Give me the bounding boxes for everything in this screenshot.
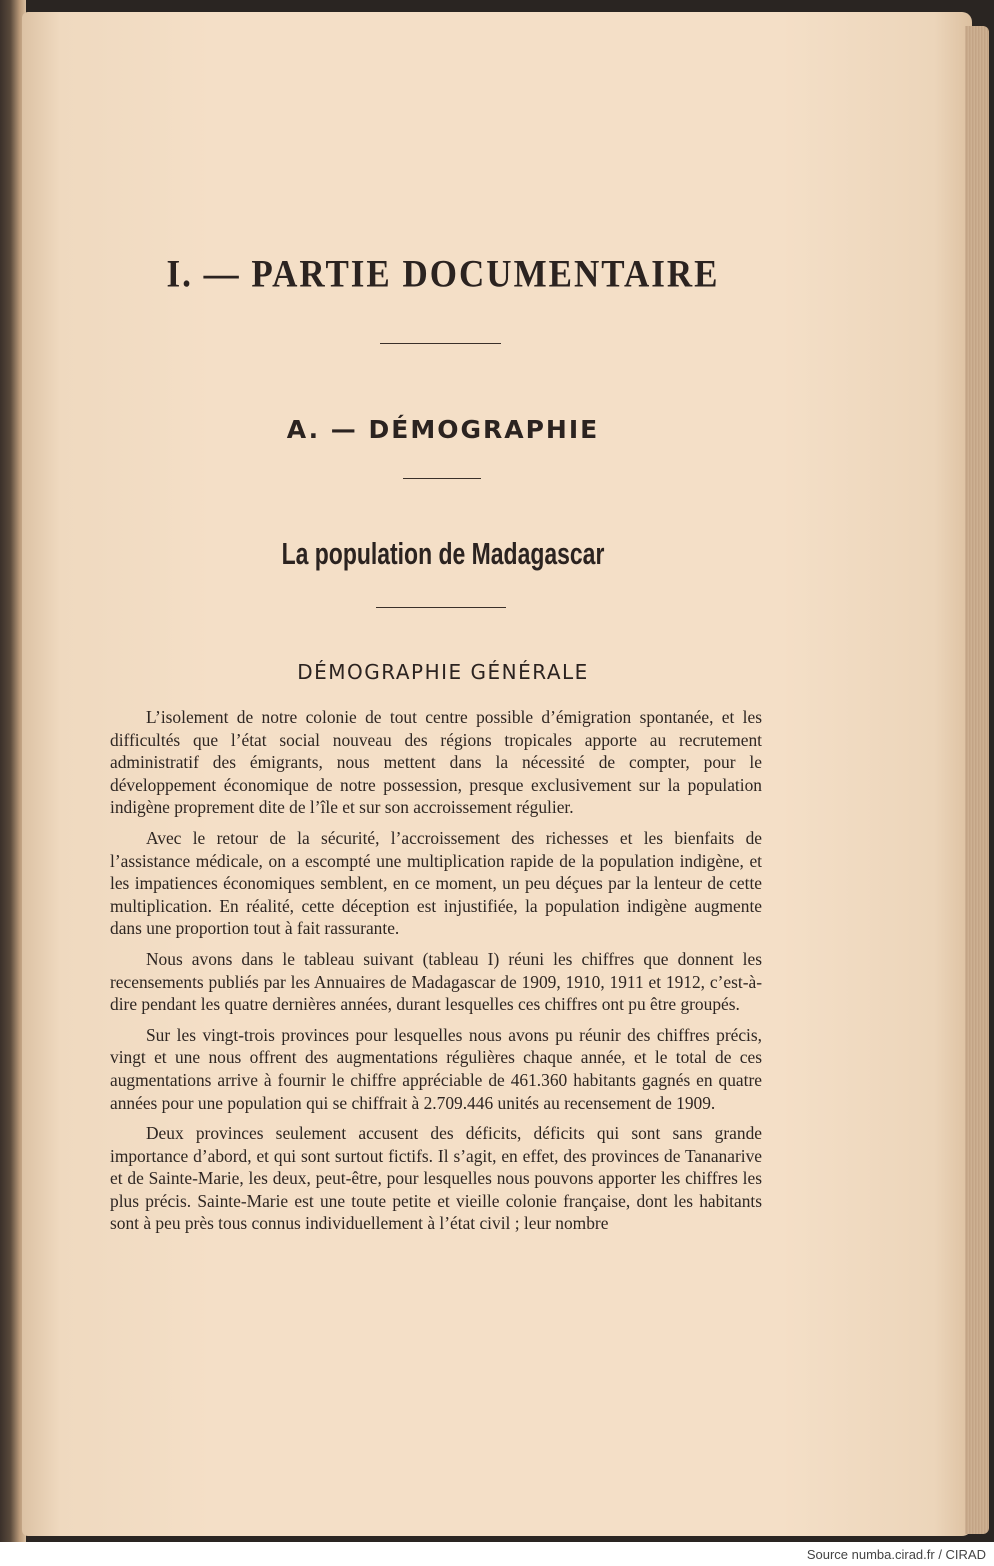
body-text (110, 706, 762, 1243)
heading-divider (380, 343, 501, 344)
document-title: La population de Madagascar (281, 536, 605, 571)
paragraph: Sur les vingt-trois provinces pour lesquelles nous avons pu réunir des chiffres précis, vingt et une nous offrent des augmentations régulières chaque année, et le total de ces augmentations arrive à fournir le chiffre appréciable de 461.360 habitants gagnés en quatre années pour une population qui se chiffrait à 2.709.446 unités au recensement de 1909. (110, 1024, 762, 1113)
paragraph: L’isolement de notre colonie de tout centre possible d’émigration spontanée, et les difficultés que l’état social nouveau des régions tropicales apporte au recrutement administratif des émigrants, nous mettent dans la nécessité de compter, pour le développement économique de notre possession, presque exclusivement sur la population indigène proprement dite de l’île et sur son accroissement régulier. (110, 707, 762, 818)
paragraph: Avec le retour de la sécurité, l’accroissement des richesses et les bienfaits de l’assistance médicale, on a escompté une multiplication rapide de la population indigène, et les impatiences économiques semblent, en ce moment, un peu déçues par la lenteur de cette multiplication. En réalité, cette déception est injustifiée, la population indigène augmente dans une proportion tout à fait rassurante. (110, 827, 762, 939)
page-edges (965, 26, 989, 1534)
part-heading: I. — PARTIE DOCUMENTAIRE (166, 251, 720, 296)
title-divider (376, 607, 506, 608)
section-heading: A. — DÉMOGRAPHIE (286, 415, 600, 444)
source-credit: Source numba.cirad.fr / CIRAD (806, 1547, 986, 1562)
paragraph: Nous avons dans le tableau suivant (tableau I) réuni les chiffres que donnent les recensements publiés par les Annuaires de Madagascar de 1909, 1910, 1911 et 1912, c’est-à-dire pendant les quatre dernières années, durant lesquelles ces chiffres ont pu être groupés. (110, 948, 762, 1015)
section-divider (403, 478, 481, 479)
subheading: DÉMOGRAPHIE GÉNÉRALE (297, 660, 589, 684)
paragraph: Deux provinces seulement accusent des déficits, déficits qui sont sans grande importance d’abord, et qui sont surtout fictifs. Il s’agit, en effet, des provinces de Tananarive et de Sainte-Marie, les deux, peut-être, pour lesquelles nous pouvons apporter les chiffres les plus précis. Sainte-Marie est une toute petite et vieille colonie française, dont les habitants sont à peu près tous connus individuellement à l’état civil ; leur nombre (110, 1123, 762, 1234)
